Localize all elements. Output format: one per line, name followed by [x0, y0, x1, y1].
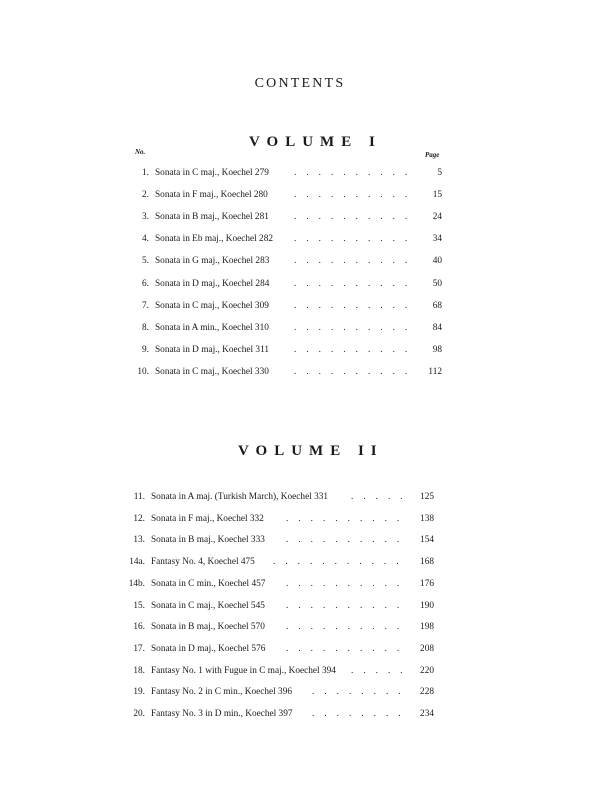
toc-entry: [111, 533, 438, 547]
entry-title: Sonata in C maj., Koechel 330: [155, 366, 269, 377]
entry-title: Fantasy No. 2 in C min., Koechel 396: [151, 687, 292, 698]
entry-number: 2.: [142, 190, 149, 201]
dot-leader: .....: [351, 492, 413, 502]
dot-leader: ..........: [294, 322, 418, 333]
toc-entry: [120, 299, 446, 313]
dot-leader: ........: [312, 709, 411, 719]
entry-title: Fantasy No. 3 in D min., Koechel 397: [151, 709, 293, 719]
entry-title: Sonata in B maj., Koechel 570: [151, 622, 265, 633]
entry-title: Sonata in C maj., Koechel 279: [155, 168, 269, 178]
entry-title: Sonata in D maj., Koechel 576: [151, 643, 266, 654]
toc-entry: [111, 642, 438, 656]
dot-leader: ..........: [286, 535, 410, 546]
toc-entry: [120, 166, 446, 180]
entry-number: 15.: [133, 600, 145, 611]
entry-page-number: 112: [428, 366, 442, 377]
entry-number: 14a.: [129, 557, 145, 568]
volume-2-heading: VOLUME II: [238, 443, 384, 459]
dot-leader: ..........: [294, 190, 418, 201]
entry-title: Sonata in A min., Koechel 310: [155, 322, 269, 333]
toc-entry: [111, 512, 438, 526]
entry-title: Sonata in C min., Koechel 457: [151, 578, 266, 589]
entry-title: Sonata in C maj., Koechel 545: [151, 600, 265, 611]
entry-number: 4.: [142, 234, 149, 245]
entry-number: 12.: [133, 513, 145, 524]
dot-leader: ..........: [294, 168, 418, 178]
dot-leader: ..........: [286, 513, 410, 524]
entry-title: Sonata in C maj., Koechel 309: [155, 300, 269, 311]
dot-leader: ..........: [294, 256, 418, 267]
dot-leader: ..........: [294, 366, 418, 377]
toc-entry: [120, 277, 446, 291]
entry-title: Sonata in F maj., Koechel 280: [155, 190, 268, 201]
toc-entry: [120, 365, 446, 379]
entry-title: Sonata in F maj., Koechel 332: [151, 513, 264, 524]
entry-number: 3.: [142, 212, 149, 223]
toc-entry: [111, 599, 438, 613]
entry-number: 14b.: [128, 578, 145, 589]
dot-leader: ..........: [294, 212, 418, 223]
toc-entry: [120, 321, 446, 335]
toc-entry: [111, 620, 438, 634]
toc-entry: [120, 232, 446, 246]
volume-1-heading: VOLUME I: [249, 134, 382, 150]
entry-page-number: 125: [420, 492, 434, 502]
entry-number: 16.: [133, 622, 145, 633]
entry-title: Fantasy No. 1 with Fugue in C maj., Koechel 394: [151, 665, 336, 676]
entry-number: 18.: [133, 665, 145, 676]
entry-number: 13.: [133, 535, 145, 546]
dot-leader: ..........: [294, 278, 418, 289]
dot-leader: ..........: [294, 234, 418, 245]
entry-page-number: 68: [432, 300, 442, 311]
entry-number: 6.: [142, 278, 149, 289]
toc-entry: [111, 555, 438, 569]
entry-page-number: 154: [420, 535, 434, 546]
entry-number: 8.: [142, 322, 149, 333]
entry-title: Sonata in Eb maj., Koechel 282: [155, 234, 273, 245]
dot-leader: ..........: [294, 344, 418, 355]
entry-title: Sonata in B maj., Koechel 281: [155, 212, 269, 223]
entry-number: 20.: [133, 709, 145, 719]
entry-page-number: 208: [420, 643, 434, 654]
entry-title: Sonata in D maj., Koechel 284: [155, 278, 270, 289]
entry-page-number: 50: [432, 278, 442, 289]
dot-leader: .....: [351, 665, 413, 676]
dot-leader: ..........: [286, 578, 410, 589]
entry-page-number: 84: [432, 322, 442, 333]
entry-number: 1.: [142, 168, 149, 178]
entry-title: Sonata in B maj., Koechel 333: [151, 535, 265, 546]
toc-entry: [111, 685, 438, 699]
dot-leader: ..........: [294, 300, 418, 311]
dot-leader: ...........: [273, 557, 409, 568]
toc-entry: [111, 577, 438, 591]
toc-entry: [111, 664, 438, 678]
entry-page-number: 220: [420, 665, 434, 676]
dot-leader: ..........: [286, 600, 410, 611]
dot-leader: ..........: [286, 643, 410, 654]
entry-page-number: 138: [420, 513, 434, 524]
entry-page-number: 168: [420, 557, 434, 568]
page-title: CONTENTS: [254, 76, 346, 91]
entry-number: 19.: [133, 687, 145, 698]
entry-page-number: 190: [420, 600, 434, 611]
entry-page-number: 98: [432, 344, 442, 355]
entry-title: Sonata in D maj., Koechel 311: [155, 344, 270, 355]
entry-page-number: 34: [432, 234, 442, 245]
toc-entry: [111, 707, 438, 721]
entry-title: Sonata in A maj. (Turkish March), Koechel 331: [151, 492, 329, 502]
entry-page-number: 234: [420, 709, 434, 719]
entry-number: 10.: [137, 366, 149, 377]
toc-entry: [111, 490, 438, 504]
entry-page-number: 198: [420, 622, 434, 633]
page-column-label: Page: [425, 151, 440, 159]
toc-entry: [120, 188, 446, 202]
entry-title: Sonata in G maj., Koechel 283: [155, 256, 270, 267]
entry-number: 5.: [142, 256, 149, 267]
entry-number: 7.: [142, 300, 149, 311]
dot-leader: ..........: [286, 622, 410, 633]
entry-page-number: 228: [420, 687, 434, 698]
entry-number: 9.: [142, 344, 149, 355]
number-column-label: No.: [135, 148, 146, 156]
entry-page-number: 40: [432, 256, 442, 267]
entry-number: 17.: [133, 643, 145, 654]
entry-page-number: 24: [432, 212, 442, 223]
entry-page-number: 5: [437, 168, 442, 178]
toc-entry: [120, 254, 446, 268]
entry-number: 11.: [133, 492, 145, 502]
entry-page-number: 15: [432, 190, 442, 201]
dot-leader: ........: [312, 687, 411, 698]
entry-page-number: 176: [420, 578, 434, 589]
toc-entry: [120, 343, 446, 357]
entry-title: Fantasy No. 4, Koechel 475: [151, 557, 255, 568]
toc-entry: [120, 210, 446, 224]
